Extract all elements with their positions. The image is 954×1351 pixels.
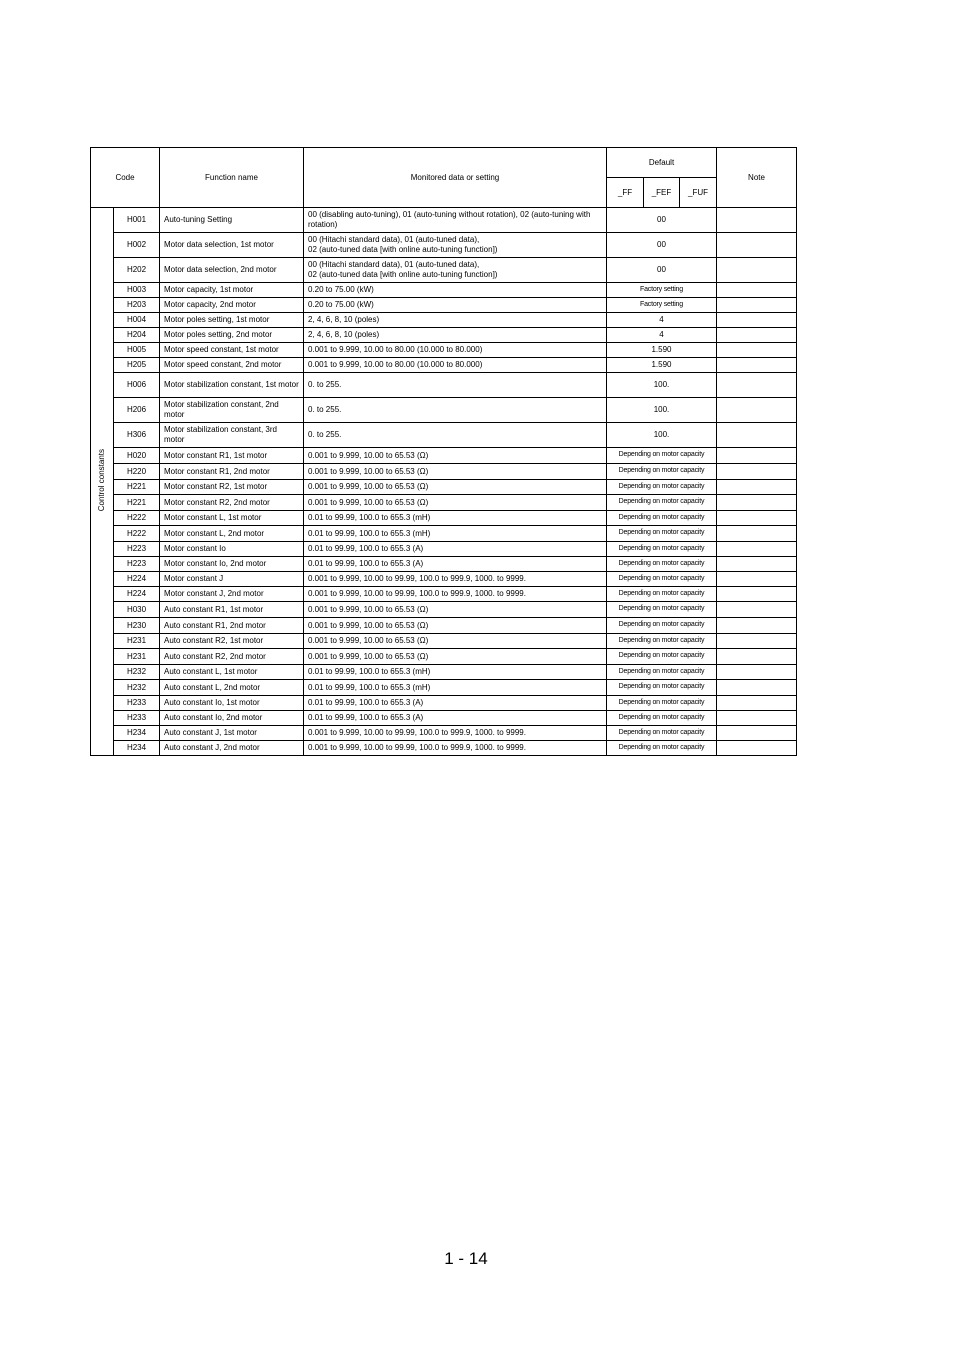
monitored-cell: 0.001 to 9.999, 10.00 to 65.53 (Ω) [304,464,607,480]
table-row [91,526,797,542]
monitored-cell: 0.001 to 9.999, 10.00 to 80.00 (10.000 to 80.000) [304,358,607,373]
default-cell: Depending on motor capacity [607,480,717,495]
monitored-cell: 0.001 to 9.999, 10.00 to 99.99, 100.0 to 999.9, 1000. to 9999. [304,726,607,741]
function-name-cell: Auto constant J, 2nd motor [160,741,304,756]
monitored-cell: 0.001 to 9.999, 10.00 to 65.53 (Ω) [304,602,607,618]
code-cell: H221 [114,480,160,495]
function-name-cell: Motor constant R2, 1st motor [160,480,304,495]
table-row [91,680,797,696]
note-cell [717,373,797,398]
function-name-cell: Motor capacity, 2nd motor [160,298,304,313]
default-cell: Depending on motor capacity [607,448,717,464]
monitored-cell: 0.20 to 75.00 (kW) [304,283,607,298]
code-cell: H233 [114,696,160,711]
default-cell: Depending on motor capacity [607,572,717,587]
code-cell: H234 [114,726,160,741]
monitored-cell: 00 (Hitachi standard data), 01 (auto-tuned data), 02 (auto-tuned data [with online auto-tuning function]) [304,233,607,258]
function-name-cell: Auto constant R1, 1st motor [160,602,304,618]
table-row [91,343,797,358]
function-name-cell: Auto constant Io, 2nd motor [160,711,304,726]
header-default: Default [607,148,717,178]
function-name-cell: Motor stabilization constant, 3rd motor [160,423,304,448]
note-cell [717,298,797,313]
function-name-cell: Motor speed constant, 2nd motor [160,358,304,373]
table-row [91,423,797,448]
code-cell: H206 [114,398,160,423]
note-cell [717,313,797,328]
function-name-cell: Motor stabilization constant, 1st motor [160,373,304,398]
note-cell [717,726,797,741]
default-cell: Depending on motor capacity [607,618,717,634]
default-cell: Depending on motor capacity [607,711,717,726]
group-label-cell [91,208,114,756]
header-note: Note [717,148,797,208]
note-cell [717,665,797,680]
code-cell: H233 [114,711,160,726]
default-cell: 4 [607,313,717,328]
monitored-cell: 0.01 to 99.99, 100.0 to 655.3 (A) [304,696,607,711]
table-row [91,328,797,343]
table-row [91,665,797,680]
function-name-cell: Motor poles setting, 1st motor [160,313,304,328]
note-cell [717,602,797,618]
table-row [91,233,797,258]
table-row [91,572,797,587]
default-cell: Depending on motor capacity [607,557,717,572]
monitored-cell: 0.001 to 9.999, 10.00 to 99.99, 100.0 to 999.9, 1000. to 9999. [304,572,607,587]
monitored-cell: 0.01 to 99.99, 100.0 to 655.3 (A) [304,711,607,726]
group-label: Control constants [97,449,107,512]
table-row [91,741,797,756]
code-cell: H232 [114,665,160,680]
header-code: Code [91,148,160,208]
note-cell [717,741,797,756]
function-name-cell: Auto-tuning Setting [160,208,304,233]
table-row [91,283,797,298]
table-row [91,448,797,464]
function-name-cell: Auto constant R2, 1st motor [160,634,304,649]
note-cell [717,495,797,511]
code-cell: H231 [114,649,160,665]
function-name-cell: Motor constant R1, 1st motor [160,448,304,464]
monitored-cell: 0. to 255. [304,423,607,448]
monitored-cell: 0.01 to 99.99, 100.0 to 655.3 (mH) [304,680,607,696]
monitored-cell: 0.01 to 99.99, 100.0 to 655.3 (A) [304,557,607,572]
note-cell [717,358,797,373]
note-cell [717,542,797,557]
default-cell: 4 [607,328,717,343]
monitored-cell: 0.001 to 9.999, 10.00 to 65.53 (Ω) [304,495,607,511]
table-body [91,208,797,756]
table-row [91,208,797,233]
table-row [91,649,797,665]
table-row [91,634,797,649]
table-row [91,398,797,423]
code-cell: H202 [114,258,160,283]
code-cell: H001 [114,208,160,233]
note-cell [717,526,797,542]
function-name-cell: Motor speed constant, 1st motor [160,343,304,358]
monitored-cell: 0. to 255. [304,373,607,398]
code-cell: H306 [114,423,160,448]
code-cell: H231 [114,634,160,649]
default-cell: 100. [607,398,717,423]
note-cell [717,649,797,665]
note-cell [717,233,797,258]
table-row [91,480,797,495]
note-cell [717,343,797,358]
parameter-table [90,147,797,756]
monitored-cell: 0. to 255. [304,398,607,423]
note-cell [717,711,797,726]
monitored-cell: 0.01 to 99.99, 100.0 to 655.3 (A) [304,542,607,557]
note-cell [717,208,797,233]
function-name-cell: Auto constant Io, 1st motor [160,696,304,711]
function-name-cell: Motor constant Io [160,542,304,557]
table-row [91,557,797,572]
default-cell: Depending on motor capacity [607,464,717,480]
table-row [91,298,797,313]
monitored-cell: 0.001 to 9.999, 10.00 to 65.53 (Ω) [304,480,607,495]
code-cell: H222 [114,526,160,542]
code-cell: H020 [114,448,160,464]
header-function-name: Function name [160,148,304,208]
function-name-cell: Motor constant J, 2nd motor [160,587,304,602]
code-cell: H203 [114,298,160,313]
function-name-cell: Motor constant J [160,572,304,587]
function-name-cell: Motor constant L, 1st motor [160,511,304,526]
code-cell: H230 [114,618,160,634]
note-cell [717,587,797,602]
default-cell: 100. [607,373,717,398]
default-cell: Depending on motor capacity [607,726,717,741]
function-name-cell: Motor constant R2, 2nd motor [160,495,304,511]
default-cell: Depending on motor capacity [607,542,717,557]
code-cell: H222 [114,511,160,526]
note-cell [717,398,797,423]
default-cell: Factory setting [607,298,717,313]
note-cell [717,328,797,343]
monitored-cell: 00 (Hitachi standard data), 01 (auto-tuned data), 02 (auto-tuned data [with online auto-tuning function]) [304,258,607,283]
code-cell: H223 [114,557,160,572]
monitored-cell: 0.001 to 9.999, 10.00 to 99.99, 100.0 to 999.9, 1000. to 9999. [304,587,607,602]
table-row [91,313,797,328]
header-monitored: Monitored data or setting [304,148,607,208]
default-cell: 100. [607,423,717,448]
note-cell [717,618,797,634]
monitored-cell: 0.01 to 99.99, 100.0 to 655.3 (mH) [304,511,607,526]
default-cell: Depending on motor capacity [607,602,717,618]
header-default-fuf: _FUF [680,178,717,208]
code-cell: H003 [114,283,160,298]
table-row [91,511,797,526]
monitored-cell: 0.001 to 9.999, 10.00 to 65.53 (Ω) [304,634,607,649]
monitored-cell: 0.001 to 9.999, 10.00 to 65.53 (Ω) [304,618,607,634]
function-name-cell: Auto constant J, 1st motor [160,726,304,741]
function-name-cell: Motor constant R1, 2nd motor [160,464,304,480]
code-cell: H232 [114,680,160,696]
table-row [91,587,797,602]
code-cell: H006 [114,373,160,398]
monitored-cell: 0.001 to 9.999, 10.00 to 65.53 (Ω) [304,448,607,464]
function-name-cell: Motor stabilization constant, 2nd motor [160,398,304,423]
function-name-cell: Motor poles setting, 2nd motor [160,328,304,343]
table-row [91,696,797,711]
function-name-cell: Motor constant Io, 2nd motor [160,557,304,572]
function-name-cell: Auto constant R2, 2nd motor [160,649,304,665]
note-cell [717,283,797,298]
note-cell [717,511,797,526]
table-row [91,711,797,726]
header-default-ff: _FF [607,178,644,208]
table-row [91,258,797,283]
function-name-cell: Motor data selection, 1st motor [160,233,304,258]
default-cell: 1.590 [607,343,717,358]
note-cell [717,634,797,649]
monitored-cell: 0.01 to 99.99, 100.0 to 655.3 (mH) [304,665,607,680]
monitored-cell: 0.20 to 75.00 (kW) [304,298,607,313]
default-cell: Depending on motor capacity [607,526,717,542]
default-cell: Depending on motor capacity [607,696,717,711]
table-row [91,358,797,373]
note-cell [717,696,797,711]
default-cell: Depending on motor capacity [607,511,717,526]
monitored-cell: 0.01 to 99.99, 100.0 to 655.3 (mH) [304,526,607,542]
table-row [91,464,797,480]
table-row [91,542,797,557]
code-cell: H234 [114,741,160,756]
note-cell [717,258,797,283]
code-cell: H005 [114,343,160,358]
default-cell: 1.590 [607,358,717,373]
code-cell: H205 [114,358,160,373]
monitored-cell: 2, 4, 6, 8, 10 (poles) [304,328,607,343]
code-cell: H220 [114,464,160,480]
default-cell: Depending on motor capacity [607,495,717,511]
note-cell [717,572,797,587]
table-row [91,618,797,634]
code-cell: H002 [114,233,160,258]
default-cell: Depending on motor capacity [607,649,717,665]
code-cell: H030 [114,602,160,618]
table-row [91,726,797,741]
code-cell: H204 [114,328,160,343]
note-cell [717,557,797,572]
function-name-cell: Motor capacity, 1st motor [160,283,304,298]
table-row [91,373,797,398]
function-name-cell: Auto constant L, 1st motor [160,665,304,680]
default-cell: Depending on motor capacity [607,587,717,602]
default-cell: Depending on motor capacity [607,741,717,756]
default-cell: Depending on motor capacity [607,680,717,696]
default-cell: 00 [607,233,717,258]
note-cell [717,464,797,480]
default-cell: 00 [607,258,717,283]
table-header [91,148,797,208]
table-row [91,495,797,511]
default-cell: Depending on motor capacity [607,634,717,649]
code-cell: H223 [114,542,160,557]
monitored-cell: 0.001 to 9.999, 10.00 to 99.99, 100.0 to 999.9, 1000. to 9999. [304,741,607,756]
function-name-cell: Motor constant L, 2nd motor [160,526,304,542]
note-cell [717,680,797,696]
function-name-cell: Auto constant L, 2nd motor [160,680,304,696]
monitored-cell: 0.001 to 9.999, 10.00 to 80.00 (10.000 to 80.000) [304,343,607,358]
page-number: 1 - 14 [444,1249,488,1268]
monitored-cell: 2, 4, 6, 8, 10 (poles) [304,313,607,328]
note-cell [717,480,797,495]
function-name-cell: Motor data selection, 2nd motor [160,258,304,283]
code-cell: H004 [114,313,160,328]
note-cell [717,423,797,448]
table-row [91,602,797,618]
monitored-cell: 0.001 to 9.999, 10.00 to 65.53 (Ω) [304,649,607,665]
default-cell: Depending on motor capacity [607,665,717,680]
code-cell: H224 [114,572,160,587]
code-cell: H224 [114,587,160,602]
function-name-cell: Auto constant R1, 2nd motor [160,618,304,634]
note-cell [717,448,797,464]
default-cell: Factory setting [607,283,717,298]
header-default-fef: _FEF [644,178,680,208]
code-cell: H221 [114,495,160,511]
monitored-cell: 00 (disabling auto-tuning), 01 (auto-tuning without rotation), 02 (auto-tuning with rotation) [304,208,607,233]
default-cell: 00 [607,208,717,233]
